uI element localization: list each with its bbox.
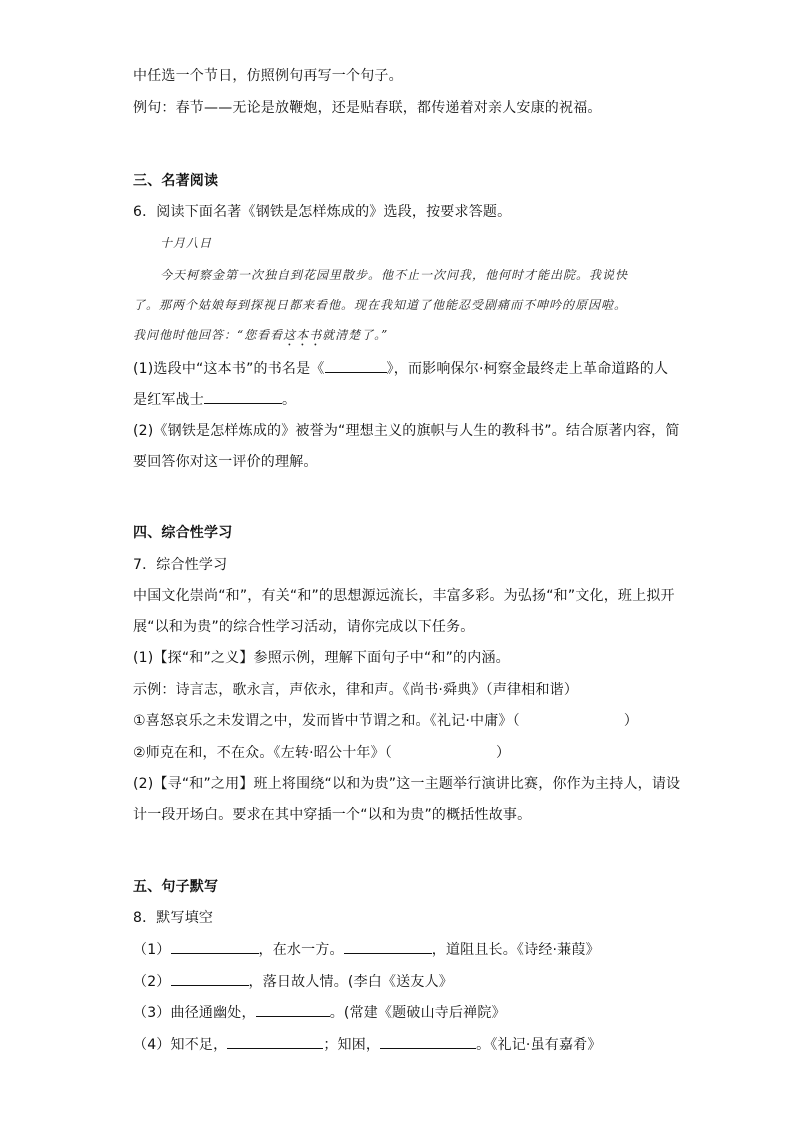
dictation-2-number: （2）	[133, 974, 171, 990]
item-2-text: ②师克在和，不在众。《左转·昭公十年》（	[133, 745, 392, 761]
excerpt-line-2: 了。那两个姑娘每到探视日都来看他。现在我知道了他能忍受剧痛而不呻吟的原因啦。	[133, 298, 628, 312]
question-7-intro-line-1: 中国文化崇尚“和”，有关“和”的思想源远流长，丰富多彩。为弘扬“和”文化，班上拟开	[133, 588, 675, 604]
dictation-4-blank-a[interactable]	[227, 1034, 323, 1049]
question-7-item-2	[133, 743, 510, 763]
dictation-line-1	[133, 939, 600, 960]
question-7-item-1	[133, 711, 638, 731]
emphasized-phrase: 这本书	[283, 328, 323, 342]
section-4-heading: 四、综合性学习	[133, 525, 233, 541]
dictation-4-start: （4）知不足，	[133, 1037, 228, 1053]
dictation-1-blank-a[interactable]	[171, 939, 259, 954]
question-7-sub-1: (1)【探“和”之义】参照示例，理解下面句子中“和”的内涵。	[133, 650, 510, 666]
excerpt-date: 十月八日	[160, 236, 213, 250]
item-1-close-paren: ）	[623, 713, 639, 729]
excerpt-line-3-start: 我问他时他回答：“您看看	[133, 328, 284, 342]
section-3-heading: 三、名著阅读	[133, 173, 219, 189]
intro-example: 例句：春节——无论是放鞭炮，还是贴春联，都传递着对亲人安康的祝福。	[133, 100, 602, 116]
sub-1-line-2-text: 是红军战士	[133, 392, 204, 408]
item-2-close-paren: ）	[496, 745, 511, 761]
dictation-line-3	[133, 1002, 506, 1023]
question-6-prompt: 6．阅读下面名著《钢铁是怎样炼成的》选段，按要求答题。	[133, 204, 512, 220]
question-7-intro-line-2: 展“以和为贵”的综合性学习活动，请你完成以下任务。	[133, 619, 475, 635]
dictation-line-2	[133, 971, 453, 992]
intro-instruction: 中任选一个节日，仿照例句再写一个句子。	[133, 68, 403, 84]
question-7-sub-2-line-1: (2)【寻“和”之用】班上将围绕“以和为贵”这一主题举行演讲比赛，你作为主持人，请设	[133, 776, 681, 792]
question-7-prompt: 7．综合性学习	[133, 557, 228, 573]
question-6-sub-2-line-1: (2)《钢铁是怎样炼成的》被誉为“理想主义的旗帜与人生的教科书”。结合原著内容，简	[133, 423, 680, 439]
dictation-3-start: （3）曲径通幽处，	[133, 1005, 256, 1021]
excerpt-line-1: 今天柯察金第一次独自到花园里散步。他不止一次问我，他何时才能出院。我说快	[160, 268, 629, 282]
soldier-name-blank[interactable]	[204, 389, 282, 404]
book-title-blank[interactable]	[325, 358, 387, 373]
question-6-sub-1-line-2	[133, 389, 296, 410]
question-6-sub-1-line-1	[133, 358, 668, 379]
dictation-2-end: ，落日故人情。(李白《送友人》	[248, 974, 453, 990]
dictation-1-blank-b[interactable]	[344, 939, 432, 954]
question-7-sub-2-line-2: 计一段开场白。要求在其中穿插一个“以和为贵”的概括性故事。	[133, 807, 532, 823]
excerpt-line-3	[133, 325, 388, 349]
dictation-1-number: （1）	[133, 942, 171, 958]
dictation-3-end: 。(常建《题破山寺后禅院》	[329, 1005, 506, 1021]
sub-1-text-start: (1)选段中“这本书”的书名是《	[133, 361, 325, 377]
dictation-1-end: ，道阻且长。《诗经·蒹葭》	[431, 942, 600, 958]
question-8-prompt: 8．默写填空	[133, 910, 214, 926]
dictation-4-end: 。《礼记·虽有嘉肴》	[476, 1037, 602, 1053]
dictation-4-middle: ；知困，	[323, 1037, 381, 1053]
section-5-heading: 五、句子默写	[133, 879, 219, 895]
excerpt-line-3-end: 就清楚了。”	[322, 328, 389, 342]
item-1-text: ①喜怒哀乐之未发谓之中，发而皆中节谓之和。《礼记·中庸》（	[133, 713, 520, 729]
sub-1-text-end: 》，而影响保尔·柯察金最终走上革命道路的人	[386, 361, 669, 377]
dictation-line-4	[133, 1034, 602, 1055]
dictation-3-blank[interactable]	[256, 1002, 330, 1017]
sub-1-line-2-end: 。	[282, 392, 297, 408]
dictation-4-blank-b[interactable]	[380, 1034, 476, 1049]
question-6-sub-2-line-2: 要回答你对这一评价的理解。	[133, 454, 318, 470]
dictation-2-blank[interactable]	[171, 971, 249, 986]
dictation-1-middle: ，在水一方。	[258, 942, 344, 958]
question-7-example: 示例：诗言志，歌永言，声依永，律和声。《尚书·舜典》（声律相和谐）	[133, 682, 579, 698]
